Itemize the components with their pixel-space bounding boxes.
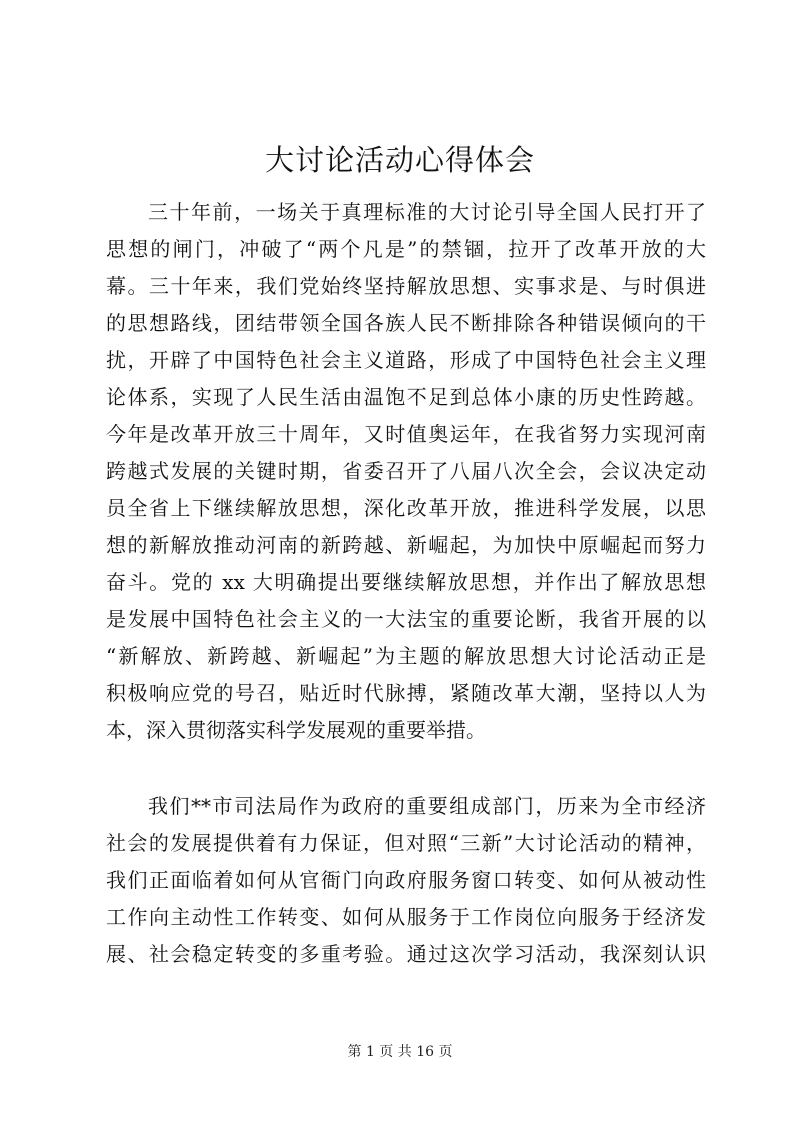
paragraph-line: 的思想路线，团结带领全国各族人民不断排除各种错误倾向的干 (106, 311, 706, 335)
paragraph-line: 我们正面临着如何从官衙门向政府服务窗口转变、如何从被动性 (106, 868, 706, 892)
document-title: 大讨论活动心得体会 (264, 143, 535, 177)
paragraph-line: 工作向主动性工作转变、如何从服务于工作岗位向服务于经济发 (106, 905, 706, 929)
paragraph-line: 想的新解放推动河南的新跨越、新崛起，为加快中原崛起而努力 (106, 533, 706, 557)
paragraph-line: 社会的发展提供着有力保证，但对照“三新”大讨论活动的精神， (106, 831, 706, 855)
paragraph-line: 幕。三十年来，我们党始终坚持解放思想、实事求是、与时俱进 (106, 274, 706, 298)
paragraph-line: 今年是改革开放三十周年，又时值奥运年，在我省努力实现河南 (106, 422, 706, 446)
paragraph-line: 论体系，实现了人民生活由温饱不足到总体小康的历史性跨越。 (106, 385, 706, 409)
paragraph-line: 展、社会稳定转变的多重考验。通过这次学习活动，我深刻认识 (106, 942, 706, 966)
paragraph-line: 奋斗。党的 xx 大明确提出要继续解放思想，并作出了解放思想 (106, 570, 706, 594)
paragraph-line: 我们**市司法局作为政府的重要组成部门，历来为全市经济 (148, 794, 706, 818)
paragraph-line: 是发展中国特色社会主义的一大法宝的重要论断，我省开展的以 (106, 607, 706, 631)
paragraph-1 (106, 194, 706, 749)
paragraph-line: 三十年前，一场关于真理标准的大讨论引导全国人民打开了 (148, 200, 706, 224)
paragraph-line: “新解放、新跨越、新崛起”为主题的解放思想大讨论活动正是 (106, 644, 706, 668)
paragraph-line: 员全省上下继续解放思想，深化改革开放，推进科学发展，以思 (106, 496, 706, 520)
paragraph-line: 跨越式发展的关键时期，省委召开了八届八次全会，会议决定动 (106, 459, 706, 483)
paragraph-line: 本，深入贯彻落实科学发展观的重要举措。 (106, 718, 486, 742)
paragraph-line: 积极响应党的号召，贴近时代脉搏，紧随改革大潮，坚持以人为 (106, 681, 706, 705)
paragraph-2 (106, 788, 706, 973)
page-footer: 第 1 页 共 16 页 (347, 1044, 453, 1060)
paragraph-line: 思想的闸门，冲破了“两个凡是”的禁锢，拉开了改革开放的大 (106, 237, 706, 261)
paragraph-line: 扰，开辟了中国特色社会主义道路，形成了中国特色社会主义理 (106, 348, 706, 372)
